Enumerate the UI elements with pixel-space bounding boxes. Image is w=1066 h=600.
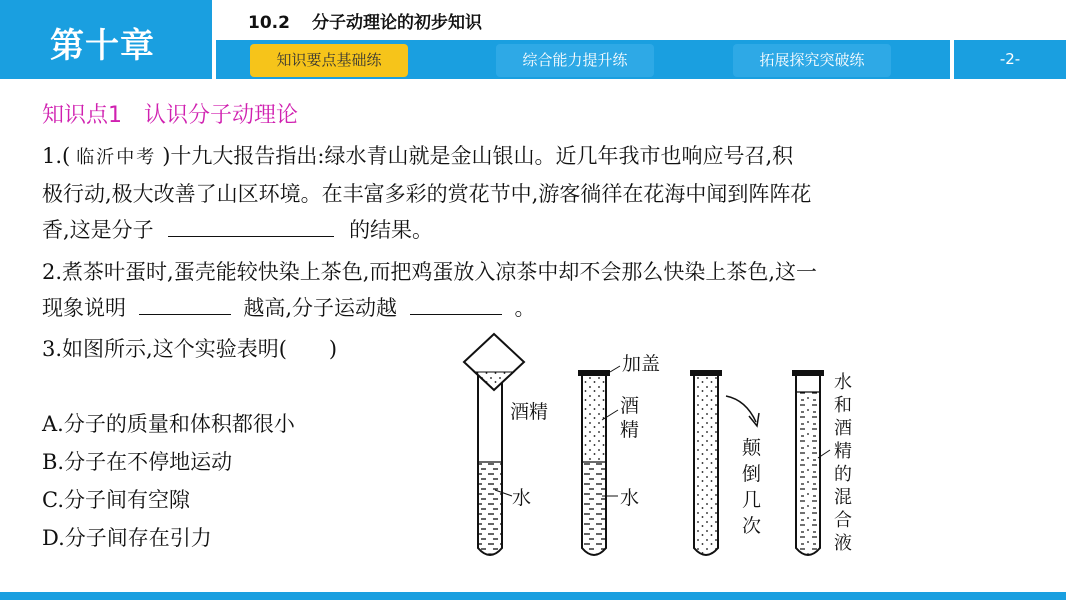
test-tube-1 bbox=[478, 372, 502, 555]
experiment-figure bbox=[462, 330, 872, 565]
q2-text-pre: 现象说明 bbox=[42, 296, 126, 320]
q1-text-post: 的结果。 bbox=[349, 218, 434, 242]
q3-option-c[interactable]: C.分子间有空隙 bbox=[42, 488, 190, 512]
label-mix-8: 液 bbox=[834, 533, 852, 554]
q3-option-a[interactable]: A.分子的质量和体积都很小 bbox=[42, 412, 295, 436]
label-mix-3: 酒 bbox=[834, 418, 852, 439]
funnel bbox=[464, 334, 524, 390]
label-invert-4: 次 bbox=[742, 515, 762, 537]
section-title: 分子动理论的初步知识 bbox=[311, 13, 482, 33]
q2-line2 bbox=[42, 292, 535, 322]
q3-stem-end: ) bbox=[328, 337, 338, 361]
tab-extension-practice[interactable]: 拓展探究突破练 bbox=[733, 44, 891, 77]
label-mix-4: 精 bbox=[834, 441, 852, 462]
q3-stem-text: 3.如图所示,这个实验表明( bbox=[42, 337, 287, 361]
q2-answer-blank-1[interactable] bbox=[139, 296, 231, 315]
bottom-bar bbox=[0, 592, 1066, 600]
label-alcohol-2a: 酒 bbox=[620, 395, 640, 417]
label-mix-7: 合 bbox=[834, 510, 852, 531]
q3-option-d[interactable]: D.分子间存在引力 bbox=[42, 526, 212, 550]
knowledge-point-heading bbox=[42, 98, 298, 129]
test-tube-3 bbox=[690, 370, 722, 555]
q1-prefix: 1.( bbox=[42, 144, 71, 168]
q1-source: 临沂中考 bbox=[76, 147, 157, 168]
label-invert-1: 颠 bbox=[742, 437, 762, 459]
q3-stem bbox=[42, 333, 337, 363]
label-water-2: 水 bbox=[620, 487, 640, 509]
test-tube-4 bbox=[792, 370, 824, 555]
label-invert-3: 几 bbox=[742, 489, 762, 511]
label-invert-2: 倒 bbox=[742, 463, 762, 485]
q2-text-mid: 越高,分子运动越 bbox=[243, 296, 398, 320]
label-water-1: 水 bbox=[512, 487, 532, 509]
test-tube-2 bbox=[578, 370, 610, 555]
tab-comprehensive-practice[interactable]: 综合能力提升练 bbox=[496, 44, 654, 77]
label-mix-2: 和 bbox=[834, 395, 852, 416]
knowledge-point-label: 知识点1 bbox=[42, 103, 122, 128]
q1-text-pre: 香,这是分子 bbox=[42, 218, 154, 242]
label-mix-1: 水 bbox=[834, 372, 852, 393]
page-indicator bbox=[954, 40, 1066, 79]
chapter-banner bbox=[0, 0, 212, 79]
q2-line1: 2.煮茶叶蛋时,蛋壳能较快染上茶色,而把鸡蛋放入凉茶中却不会那么快染上茶色,这一 bbox=[42, 260, 818, 284]
q3-option-b[interactable]: B.分子在不停地运动 bbox=[42, 450, 233, 474]
q1-line3 bbox=[42, 214, 433, 244]
label-mix-5: 的 bbox=[834, 464, 852, 485]
q1-line2: 极行动,极大改善了山区环境。在丰富多彩的赏花节中,游客徜徉在花海中闻到阵阵花 bbox=[42, 182, 812, 206]
q1-text: )十九大报告指出:绿水青山就是金山银山。近几年我市也响应号召,积 bbox=[162, 144, 794, 168]
chapter-title: 第十章 bbox=[50, 26, 155, 66]
label-mix-6: 混 bbox=[834, 487, 852, 508]
label-alcohol-1: 酒精 bbox=[510, 401, 549, 423]
section-number: 10.2 bbox=[248, 13, 290, 33]
tab-basic-practice[interactable]: 知识要点基础练 bbox=[250, 44, 408, 77]
label-alcohol-2b: 精 bbox=[620, 419, 640, 441]
label-cover: 加盖 bbox=[622, 353, 661, 375]
q1-line1 bbox=[42, 140, 793, 170]
q2-answer-blank-2[interactable] bbox=[410, 296, 502, 315]
page-number: -2- bbox=[999, 50, 1021, 68]
section-heading bbox=[248, 8, 482, 33]
q1-answer-blank[interactable] bbox=[168, 218, 334, 237]
q2-text-post: 。 bbox=[514, 296, 536, 320]
knowledge-point-title: 认识分子动理论 bbox=[144, 103, 299, 128]
